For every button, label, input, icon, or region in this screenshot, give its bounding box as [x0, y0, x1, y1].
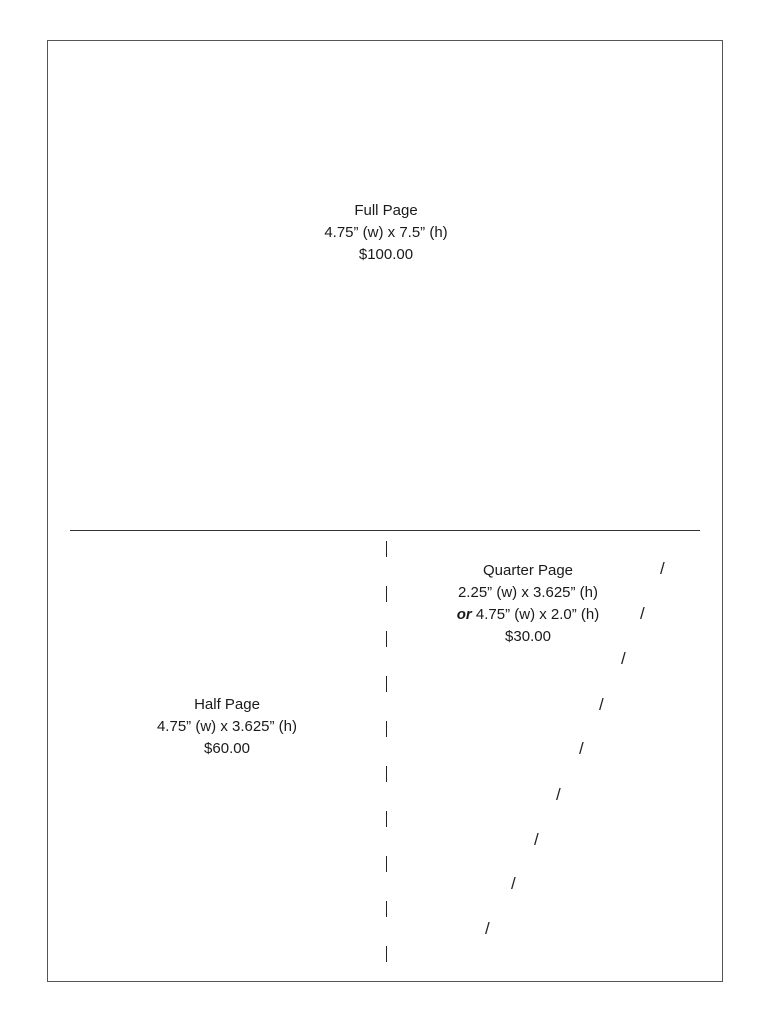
diagonal-divider-segment: / — [640, 604, 645, 623]
vertical-divider-segment — [386, 901, 387, 917]
quarter-page-title: Quarter Page — [482, 562, 574, 579]
half-page-title: Half Page — [194, 696, 260, 713]
quarter-page-price: $30.00 — [505, 628, 551, 645]
vertical-divider-segment — [386, 721, 387, 737]
diagonal-divider-segment: / — [511, 874, 516, 893]
diagonal-divider-segment: / — [485, 919, 490, 938]
diagonal-divider-segment: / — [579, 739, 584, 758]
full-page-title: Full Page — [354, 202, 418, 219]
full-page-block — [48, 200, 724, 266]
vertical-divider-segment — [386, 541, 387, 557]
quarter-page-size-a: 2.25” (w) x 3.625” (h) — [457, 584, 599, 601]
horizontal-divider — [70, 530, 700, 531]
full-page-price: $100.00 — [358, 246, 414, 263]
ad-size-layout-frame — [47, 40, 723, 982]
quarter-page-size-b: 4.75” (w) x 2.0” (h) — [471, 606, 600, 623]
quarter-page-size-b-row — [403, 604, 653, 626]
diagonal-divider-segment: / — [660, 559, 665, 578]
diagonal-divider-segment: / — [599, 695, 604, 714]
vertical-divider-segment — [386, 676, 387, 692]
half-page-price: $60.00 — [204, 740, 250, 757]
diagonal-divider-segment: / — [556, 785, 561, 804]
vertical-divider-segment — [386, 811, 387, 827]
half-page-size: 4.75” (w) x 3.625” (h) — [156, 718, 298, 735]
half-page-block — [112, 694, 342, 760]
vertical-divider-segment — [386, 631, 387, 647]
diagonal-divider-segment: / — [534, 830, 539, 849]
vertical-divider-segment — [386, 766, 387, 782]
quarter-page-block — [403, 560, 653, 648]
diagonal-divider-segment: / — [621, 649, 626, 668]
vertical-divider-segment — [386, 586, 387, 602]
vertical-divider-segment — [386, 856, 387, 872]
full-page-size: 4.75” (w) x 7.5” (h) — [324, 224, 448, 241]
vertical-divider-segment — [386, 946, 387, 962]
quarter-page-or: or — [456, 606, 472, 623]
